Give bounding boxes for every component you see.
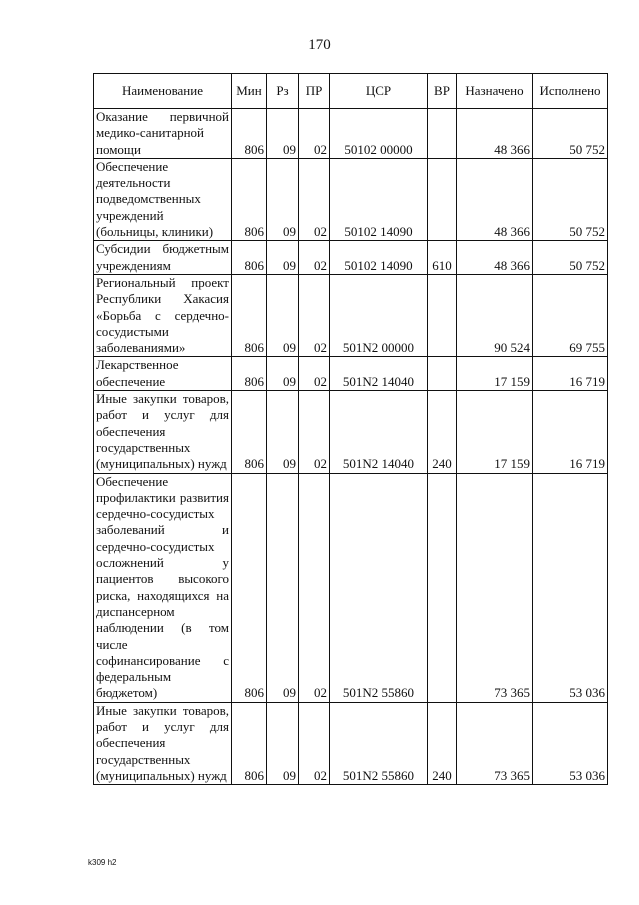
row-rz: 09 <box>267 109 299 159</box>
row-csr: 501N2 55860 <box>330 473 428 702</box>
row-vr <box>428 473 457 702</box>
row-rz: 09 <box>267 391 299 473</box>
row-rz: 09 <box>267 702 299 784</box>
row-assigned: 73 365 <box>457 473 533 702</box>
row-name: Обеспечение деятельности подведомственных учреждений (больницы, клиники) <box>94 158 232 240</box>
row-pr: 02 <box>299 702 330 784</box>
row-executed: 53 036 <box>533 702 608 784</box>
row-executed: 16 719 <box>533 357 608 391</box>
row-vr: 610 <box>428 241 457 275</box>
row-vr: 240 <box>428 702 457 784</box>
row-csr: 501N2 14040 <box>330 357 428 391</box>
row-pr: 02 <box>299 158 330 240</box>
table-row <box>94 274 608 356</box>
table-header-row <box>94 74 608 109</box>
row-assigned: 17 159 <box>457 357 533 391</box>
row-assigned: 17 159 <box>457 391 533 473</box>
row-min: 806 <box>232 158 267 240</box>
table-row <box>94 357 608 391</box>
header-name: Наименование <box>94 74 232 109</box>
row-min: 806 <box>232 274 267 356</box>
header-vr: ВР <box>428 74 457 109</box>
budget-table <box>93 73 608 785</box>
row-pr: 02 <box>299 109 330 159</box>
row-rz: 09 <box>267 274 299 356</box>
table-row <box>94 702 608 784</box>
row-name: Региональный проект Республики Хакасия «Борьба с сердечно-сосудистыми заболеваниями» <box>94 274 232 356</box>
row-min: 806 <box>232 473 267 702</box>
row-rz: 09 <box>267 357 299 391</box>
row-rz: 09 <box>267 241 299 275</box>
row-rz: 09 <box>267 158 299 240</box>
row-name: Лекарственное обеспечение <box>94 357 232 391</box>
row-name: Иные закупки товаров, работ и услуг для обеспечения государственных (муниципальных) нужд <box>94 702 232 784</box>
row-csr: 501N2 00000 <box>330 274 428 356</box>
table-row <box>94 241 608 275</box>
row-assigned: 90 524 <box>457 274 533 356</box>
row-vr <box>428 109 457 159</box>
header-min: Мин <box>232 74 267 109</box>
row-name: Иные закупки товаров, работ и услуг для обеспечения государственных (муниципальных) нужд <box>94 391 232 473</box>
row-pr: 02 <box>299 241 330 275</box>
row-rz: 09 <box>267 473 299 702</box>
header-assigned: Назначено <box>457 74 533 109</box>
row-pr: 02 <box>299 357 330 391</box>
header-pr: ПР <box>299 74 330 109</box>
row-assigned: 48 366 <box>457 158 533 240</box>
row-assigned: 73 365 <box>457 702 533 784</box>
row-name: Субсидии бюджетным учреждениям <box>94 241 232 275</box>
row-min: 806 <box>232 109 267 159</box>
row-executed: 50 752 <box>533 158 608 240</box>
row-pr: 02 <box>299 274 330 356</box>
header-executed: Исполнено <box>533 74 608 109</box>
header-rz: Рз <box>267 74 299 109</box>
header-csr: ЦСР <box>330 74 428 109</box>
footer-code: k309 h2 <box>88 858 117 867</box>
row-min: 806 <box>232 357 267 391</box>
page-number: 170 <box>308 37 331 53</box>
row-min: 806 <box>232 391 267 473</box>
row-executed: 69 755 <box>533 274 608 356</box>
row-csr: 50102 14090 <box>330 158 428 240</box>
row-assigned: 48 366 <box>457 241 533 275</box>
row-csr: 50102 14090 <box>330 241 428 275</box>
table-row <box>94 473 608 702</box>
row-executed: 53 036 <box>533 473 608 702</box>
table-row <box>94 391 608 473</box>
row-min: 806 <box>232 702 267 784</box>
row-vr: 240 <box>428 391 457 473</box>
table-row <box>94 158 608 240</box>
table-row <box>94 109 608 159</box>
row-csr: 501N2 55860 <box>330 702 428 784</box>
row-name: Обеспечение профилактики развития сердечно-сосудистых заболеваний и сердечно-сосудистых осложнений у пациентов высокого риска, находящихся на диспансерном наблюдении (в том числе софинансирование с федеральным бюджетом) <box>94 473 232 702</box>
row-pr: 02 <box>299 473 330 702</box>
row-min: 806 <box>232 241 267 275</box>
row-vr <box>428 357 457 391</box>
row-vr <box>428 158 457 240</box>
row-pr: 02 <box>299 391 330 473</box>
row-executed: 50 752 <box>533 109 608 159</box>
row-csr: 501N2 14040 <box>330 391 428 473</box>
row-executed: 50 752 <box>533 241 608 275</box>
row-assigned: 48 366 <box>457 109 533 159</box>
row-name: Оказание первичной медико-санитарной помощи <box>94 109 232 159</box>
row-vr <box>428 274 457 356</box>
row-executed: 16 719 <box>533 391 608 473</box>
row-csr: 50102 00000 <box>330 109 428 159</box>
